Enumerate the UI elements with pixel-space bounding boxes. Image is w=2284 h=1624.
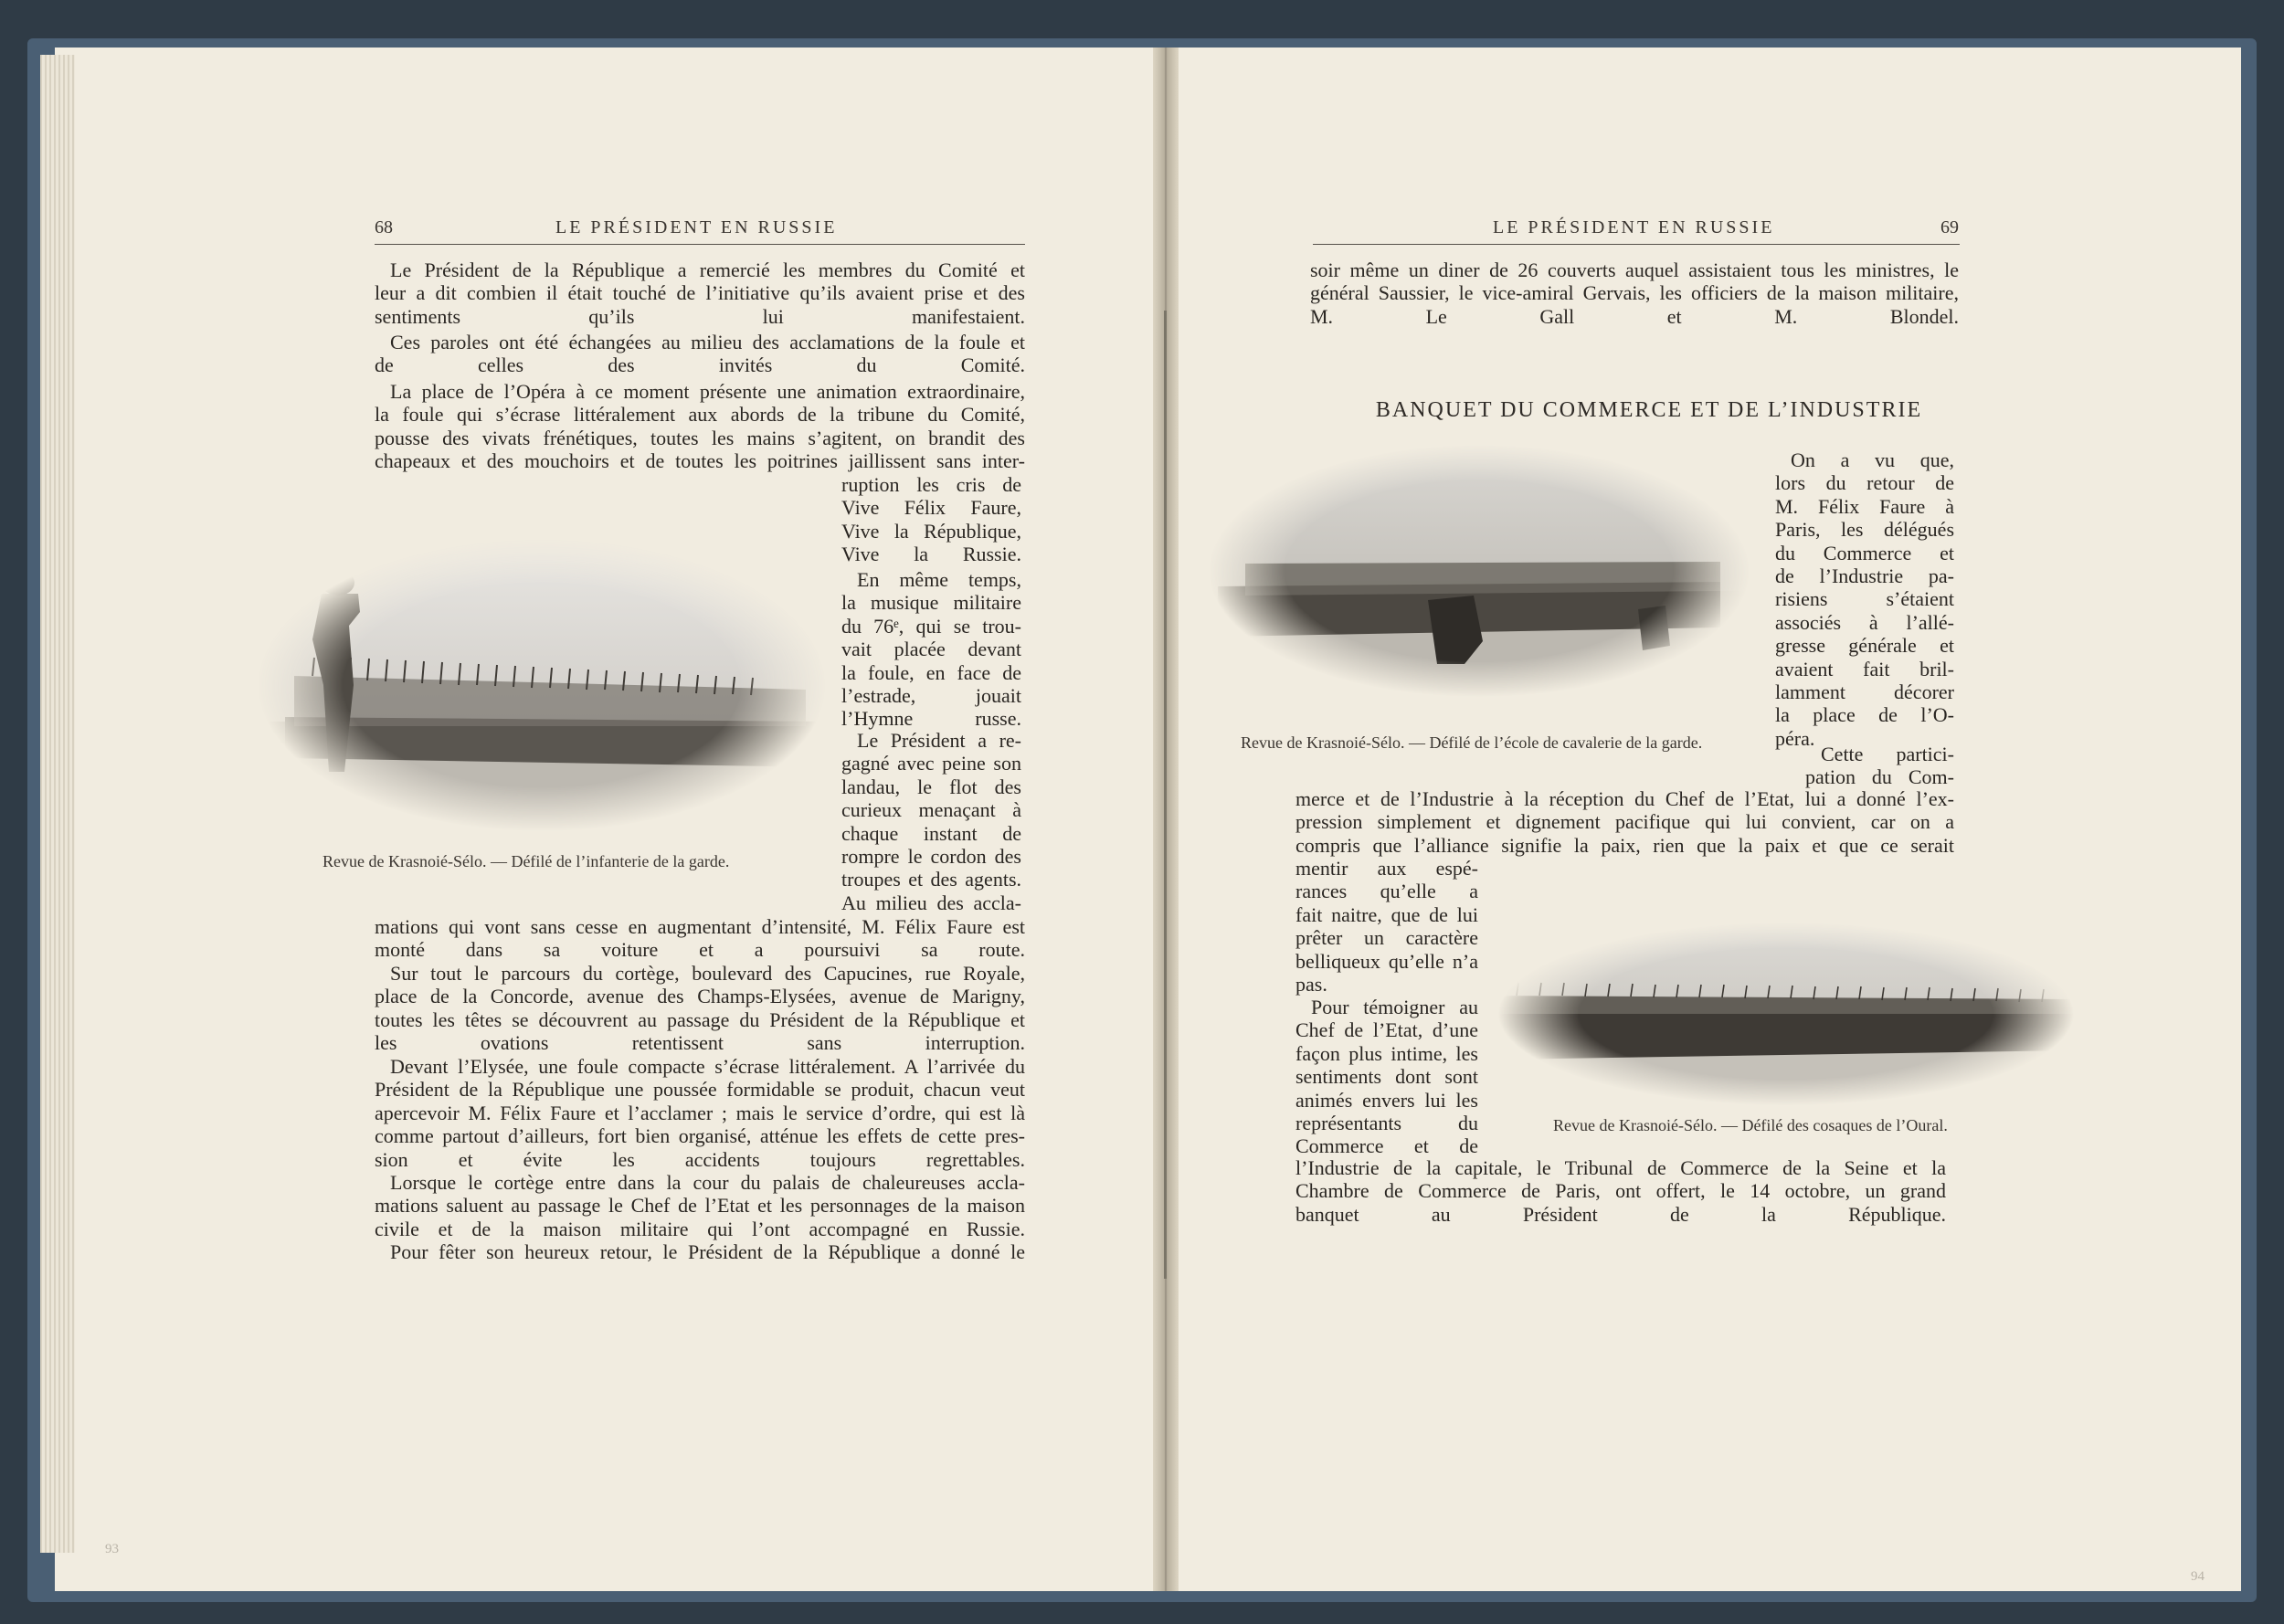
left-p8 — [375, 1171, 1025, 1240]
right-p4-left — [1295, 996, 1478, 1158]
text-line: général Saussier, le vice-amiral Gervais, les officiers de la maison militaire, — [1310, 281, 1959, 305]
text-line: sentiments dont sont — [1295, 1065, 1478, 1089]
page-number-left: 68 — [375, 217, 393, 237]
right-p1 — [1310, 258, 1959, 328]
right-p3-narrow — [1805, 743, 1954, 789]
right-p3 — [1295, 787, 1954, 857]
running-head-right: LE PRÉSIDENT EN RUSSIE — [1493, 217, 1775, 237]
left-p5-narrow — [841, 729, 1021, 914]
text-line: pas. — [1295, 973, 1327, 997]
text-line: Le Président de la République a remercié les membres du Comité et — [390, 258, 1025, 281]
text-line: risiens s’étaient — [1775, 587, 1954, 611]
text-line: M. Le Gall et M. Blondel. — [1310, 304, 1959, 328]
text-line: Le Président a re- — [857, 729, 1021, 752]
caption-infantry: Revue de Krasnoié-Sélo. — Défilé de l’infanterie de la garde. — [323, 852, 730, 870]
left-p9 — [375, 1240, 1025, 1263]
text-line: du 76ᵉ, qui se trou- — [841, 614, 1021, 638]
section-title: BANQUET DU COMMERCE ET DE L’INDUSTRIE — [1375, 398, 1923, 422]
text-line: Ces paroles ont été échangées au milieu des acclamations de la foule et — [390, 331, 1025, 353]
text-line: sion et évite les accidents toujours regrettables. — [375, 1147, 1025, 1171]
binding-fold — [1164, 311, 1167, 1279]
text-line: la foule qui s’écrase littéralement aux abords de la tribune du Comité, — [375, 403, 1025, 427]
text-line: toutes les têtes se découvrent au passage du Président de la République et — [375, 1007, 1025, 1031]
text-line: landau, le flot des — [841, 775, 1021, 798]
text-line: pousse des vivats frénétiques, toutes les mains s’agitent, on brandit des — [375, 426, 1025, 449]
text-line: avaient fait bril- — [1775, 657, 1954, 680]
text-line: prêter un caractère — [1295, 926, 1478, 950]
page-edges — [40, 55, 75, 1553]
text-line: leur a dit combien il était touché de l’initiative qu’ils avaient prise et des — [375, 281, 1025, 305]
text-line: mations qui vont sans cesse en augmentant d’intensité, M. Félix Faure est — [375, 915, 1025, 938]
running-head-left: LE PRÉSIDENT EN RUSSIE — [555, 217, 838, 237]
left-p6 — [375, 962, 1025, 1055]
text-line: gagné avec peine son — [841, 752, 1021, 775]
left-p1 — [375, 258, 1025, 328]
text-line: Cette partici- — [1821, 743, 1954, 765]
text-line: gresse générale et — [1775, 634, 1954, 658]
text-line: belliqueux qu’elle n’a — [1295, 949, 1478, 973]
text-line: les ovations retentissent sans interruption. — [375, 1031, 1025, 1055]
text-line: troupes et des agents. — [841, 868, 1021, 891]
right-p2 — [1775, 448, 1954, 750]
text-line: l’Industrie de la capitale, le Tribunal de Commerce de la Seine et la — [1295, 1156, 1946, 1179]
header-rule-left — [375, 244, 1025, 245]
text-line: péra. — [1775, 726, 1815, 750]
text-line: Au milieu des accla- — [841, 891, 1021, 914]
text-line: Sur tout le parcours du cortège, boulevard des Capucines, rue Royale, — [390, 962, 1025, 985]
text-line: compris que l’alliance signifie la paix, rien que la paix et que ce serait — [1295, 833, 1954, 857]
left-p3 — [375, 380, 1025, 473]
text-line: Pour fêter son heureux retour, le Président de la République a donné le — [390, 1240, 1025, 1263]
text-line: de l’Industrie pa- — [1775, 564, 1954, 588]
text-line: la musique militaire — [841, 591, 1021, 615]
right-p4 — [1295, 1156, 1946, 1226]
right-p3-left — [1295, 857, 1478, 996]
left-p7 — [375, 1055, 1025, 1171]
caption-cavalry-school: Revue de Krasnoié-Sélo. — Défilé de l’école de cavalerie de la garde. — [1241, 733, 1703, 752]
text-line: représentants du — [1295, 1112, 1478, 1135]
header-rule-right — [1313, 244, 1960, 245]
text-line: ruption les cris de — [841, 473, 1021, 496]
text-line: lamment décorer — [1775, 680, 1954, 704]
text-line: pression simplement et dignement pacifique qui lui convient, car on a — [1295, 810, 1954, 834]
text-line: pation du Com- — [1805, 765, 1954, 789]
text-line: la place de l’O- — [1775, 703, 1954, 727]
text-line: de celles des invités du Comité. — [375, 353, 1025, 377]
text-line: sentiments qu’ils lui manifestaient. — [375, 304, 1025, 328]
text-line: curieux menaçant à — [841, 798, 1021, 822]
text-line: M. Félix Faure à — [1775, 494, 1954, 518]
text-line: Chambre de Commerce de Paris, ont offert, le 14 octobre, un grand — [1295, 1179, 1946, 1203]
left-p3-narrow — [841, 473, 1021, 566]
left-p5 — [375, 915, 1025, 962]
text-line: En même temps, — [857, 568, 1021, 591]
text-line: Vive la République, — [841, 519, 1021, 543]
text-line: merce et de l’Industrie à la réception du Chef de l’Etat, lui a donné l’ex- — [1295, 787, 1954, 810]
text-line: fait naitre, que de lui — [1295, 902, 1478, 926]
pencil-note-right: 94 — [2191, 1569, 2205, 1584]
text-line: Pour témoigner au — [1311, 996, 1478, 1018]
page-number-right: 69 — [1940, 217, 1959, 237]
text-line: Président de la République une poussée formidable se produit, chacun veut — [375, 1078, 1025, 1102]
text-line: Vive Félix Faure, — [841, 496, 1021, 520]
text-line: banquet au Président de la République. — [1295, 1202, 1946, 1226]
text-line: animés envers lui les — [1295, 1088, 1478, 1112]
text-line: vait placée devant — [841, 638, 1021, 661]
text-line: Chef de l’Etat, d’une — [1295, 1018, 1478, 1042]
text-line: La place de l’Opéra à ce moment présente une animation extraordinaire, — [390, 380, 1025, 403]
text-line: façon plus intime, les — [1295, 1041, 1478, 1065]
text-line: Vive la Russie. — [841, 543, 1021, 566]
pencil-note-left: 93 — [105, 1542, 119, 1556]
text-line: la foule, en face de — [841, 660, 1021, 684]
photo-infantry-parade — [258, 539, 826, 831]
text-line: place de la Concorde, avenue des Champs-Elysées, avenue de Marigny, — [375, 985, 1025, 1008]
text-line: comme partout d’ailleurs, fort bien organisé, atténue les effets de cette pres- — [375, 1124, 1025, 1148]
text-line: l’estrade, jouait — [841, 684, 1021, 708]
text-line: civile et de la maison militaire qui l’ont accompagné en Russie. — [375, 1217, 1025, 1240]
text-line: apercevoir M. Félix Faure et l’acclamer ; mais le service d’ordre, qui est là — [375, 1101, 1025, 1124]
text-line: lors du retour de — [1775, 471, 1954, 495]
text-line: monté dans sa voiture et a poursuivi sa route. — [375, 938, 1025, 962]
text-line: mations saluent au passage le Chef de l’Etat et les personnages de la maison — [375, 1194, 1025, 1218]
text-line: Commerce et de — [1295, 1134, 1478, 1158]
text-line: Paris, les délégués — [1775, 518, 1954, 542]
photo-ural-cossacks — [1498, 923, 2074, 1105]
text-line: du Commerce et — [1775, 541, 1954, 564]
text-line: mentir aux espé- — [1295, 857, 1478, 880]
photo-cavalry-school — [1209, 445, 1750, 697]
text-line: soir même un diner de 26 couverts auquel assistaient tous les ministres, le — [1310, 258, 1959, 281]
text-line: Lorsque le cortège entre dans la cour du palais de chaleureuses accla- — [390, 1171, 1025, 1194]
left-p4 — [841, 568, 1021, 731]
left-p2 — [375, 331, 1025, 377]
text-line: l’Hymne russe. — [841, 707, 1021, 731]
caption-ural-cossacks: Revue de Krasnoié-Sélo. — Défilé des cosaques de l’Oural. — [1553, 1116, 1948, 1134]
text-line: rances qu’elle a — [1295, 880, 1478, 903]
text-line: Devant l’Elysée, une foule compacte s’écrase littéralement. A l’arrivée du — [390, 1055, 1025, 1078]
text-line: rompre le cordon des — [841, 845, 1021, 869]
text-line: chaque instant de — [841, 821, 1021, 845]
text-line: associés à l’allé- — [1775, 610, 1954, 634]
text-line: chapeaux et des mouchoirs et de toutes les poitrines jaillissent sans inter- — [375, 449, 1025, 473]
text-line: On a vu que, — [1791, 448, 1954, 471]
